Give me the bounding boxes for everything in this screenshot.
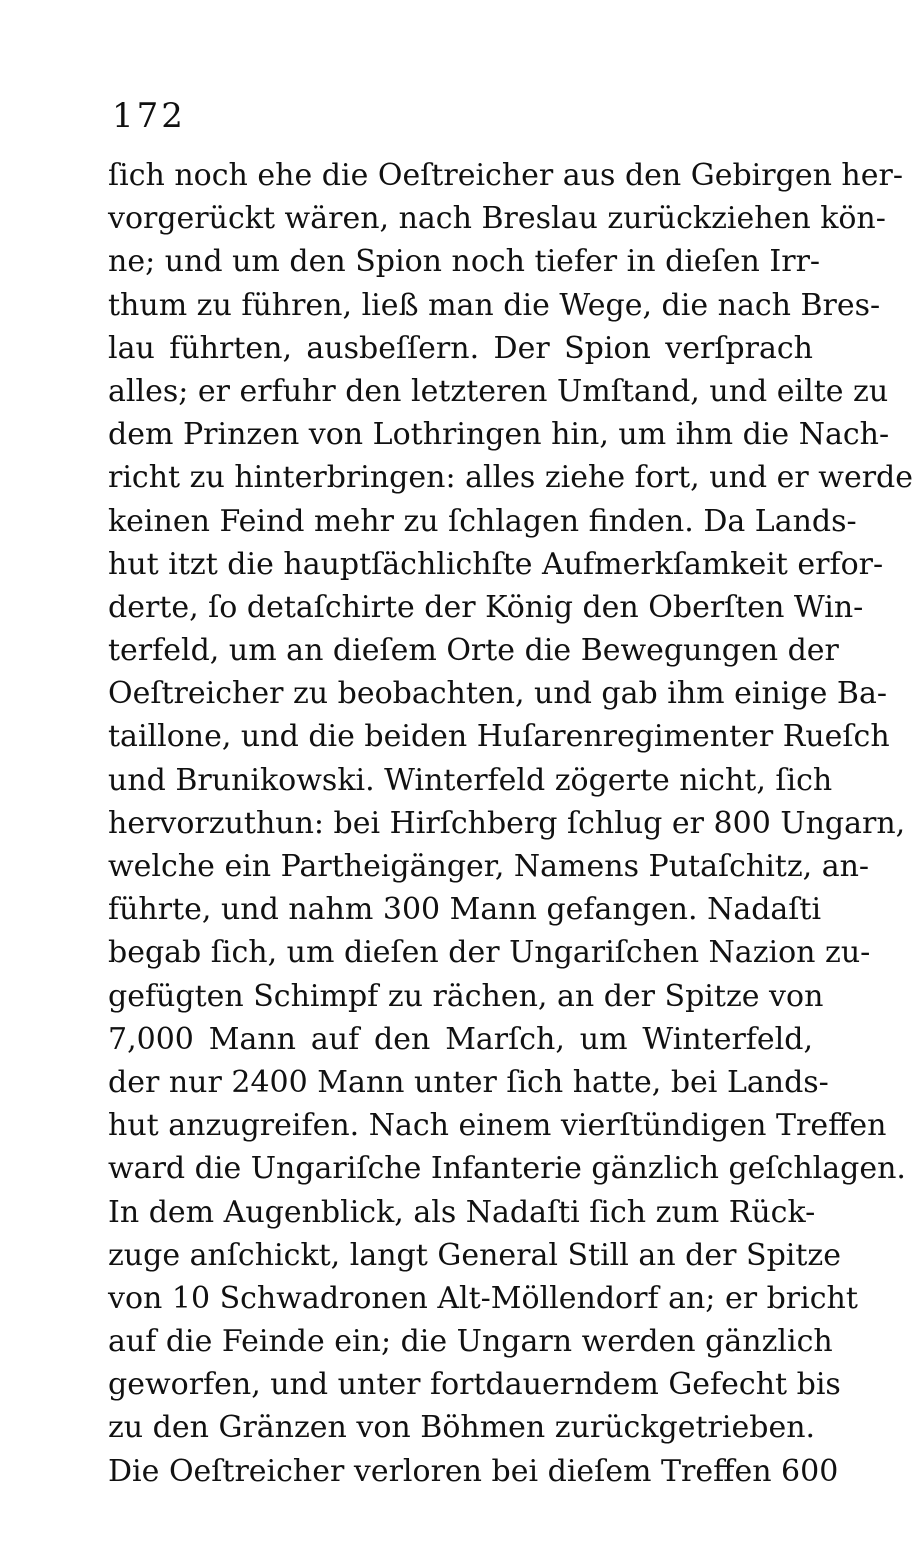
page-number: 172 (112, 96, 186, 136)
text-line: ward die Ungariſche Infanterie gänzlich geſchlagen. (108, 1151, 906, 1187)
text-line: dem Prinzen von Lothringen hin, um ihm die Nach- (108, 417, 890, 453)
text-line: alles; er erfuhr den letzteren Umſtand, und eilte zu (108, 373, 889, 409)
text-line: In dem Augenblick, als Nadaſti ſich zum Rück- (108, 1194, 816, 1230)
text-line: hut itzt die hauptſächlichſte Aufmerkſamkeit erfor- (108, 546, 884, 582)
text-line: derte, ſo detaſchirte der König den Oberſten Win- (108, 589, 864, 625)
text-line: ne; und um den Spion noch tiefer in dieſen Irr- (108, 244, 821, 280)
text-line: geworfen, und unter fortdauerndem Gefecht bis (108, 1367, 841, 1403)
text-line: ſich noch ehe die Oeſtreicher aus den Gebirgen her- (108, 158, 903, 193)
text-line: auf die Feinde ein; die Ungarn werden gänzlich (108, 1324, 833, 1360)
text-line: führte, und nahm 300 Mann gefangen. Nadaſti (108, 892, 822, 928)
text-line: 7,000 Mann auf den Marſch, um Winterfeld, (108, 1021, 813, 1057)
text-line: der nur 2400 Mann unter ſich hatte, bei Lands- (108, 1064, 829, 1100)
text-line: Oeſtreicher zu beobachten, und gab ihm einige Ba- (108, 676, 887, 712)
text-line: gefügten Schimpf zu rächen, an der Spitze von (108, 978, 824, 1014)
text-line: hut anzugreifen. Nach einem vierſtündigen Treffen (108, 1108, 887, 1144)
text-line: terfeld, um an dieſem Orte die Bewegungen der (108, 633, 839, 669)
body-text (108, 154, 913, 1493)
text-line: taillone, und die beiden Huſarenregimenter Rueſch (108, 719, 890, 755)
text-line: welche ein Partheigänger, Namens Putaſchitz, an- (108, 849, 870, 884)
text-line: Die Oeſtreicher verloren bei dieſem Treffen 600 (108, 1453, 839, 1489)
text-line: lau führten, ausbeſſern. Der Spion verſprach (108, 330, 813, 366)
text-line: von 10 Schwadronen Alt-Möllendorf an; er bricht (108, 1280, 858, 1316)
text-line: hervorzuthun: bei Hirſchberg ſchlug er 800 Ungarn, (108, 805, 906, 841)
text-line: und Brunikowski. Winterfeld zögerte nicht, ſich (108, 762, 833, 798)
text-line: keinen Feind mehr zu ſchlagen finden. Da Lands- (108, 503, 857, 539)
text-line: zuge anſchickt, langt General Still an der Spitze (108, 1237, 841, 1273)
text-line: begab ſich, um dieſen der Ungariſchen Nazion zu- (108, 935, 871, 971)
text-line: thum zu führen, ließ man die Wege, die nach Bres- (108, 287, 881, 323)
text-line: richt zu hinterbringen: alles ziehe fort, und er werde (108, 460, 913, 496)
text-line: zu den Gränzen von Böhmen zurückgetrieben. (108, 1410, 816, 1446)
text-line: vorgerückt wären, nach Breslau zurückziehen kön- (108, 201, 886, 237)
